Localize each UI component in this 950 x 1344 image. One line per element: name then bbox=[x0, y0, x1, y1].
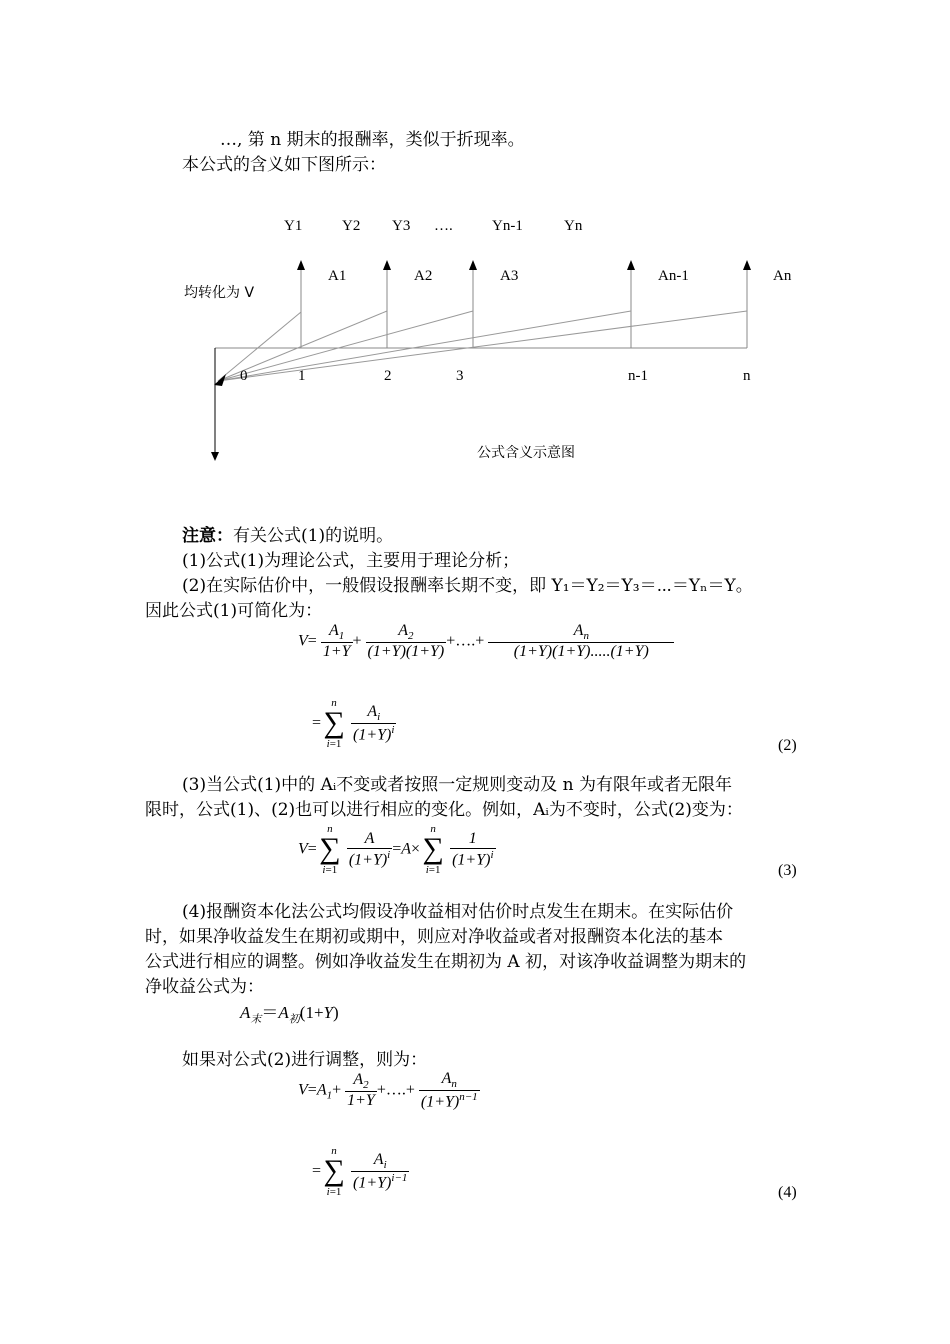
y-label-n: Yn bbox=[564, 218, 583, 234]
axis-label-n: n bbox=[743, 368, 751, 384]
y-label-n-1: Yn-1 bbox=[492, 218, 523, 234]
y-label-3: Y3 bbox=[392, 218, 411, 234]
item-4d: 净收益公式为： bbox=[145, 977, 264, 997]
axis-label-2: 2 bbox=[384, 368, 392, 384]
equation-a-end: $A_末=A_初(1+Y)$ bbox=[240, 1003, 339, 1026]
a-label-n-1: An-1 bbox=[658, 268, 689, 284]
y-label-1: Y1 bbox=[284, 218, 303, 234]
paragraph-2: 本公式的含义如下图所示： bbox=[182, 155, 386, 175]
paragraph-1: …, 第 n 期末的报酬率，类似于折现率。 bbox=[220, 130, 525, 150]
item-2a: (2)在实际估价中，一般假设报酬率长期不变，即 Y₁＝Y₂＝Y₃＝⋯＝Yₙ＝Y。 bbox=[182, 576, 753, 596]
a-label-2: A2 bbox=[414, 268, 433, 284]
y-label-2: Y2 bbox=[342, 218, 361, 234]
equation-2-line-2: = n ∑ i=1 $\frac{A_i}{(1+Y)^i}$ bbox=[312, 697, 395, 750]
a-label-3: A3 bbox=[500, 268, 519, 284]
equation-4-line-2: = n ∑ i=1 $\frac{A_i}{(1+Y)^{i-1}}$ bbox=[312, 1145, 408, 1198]
note-heading bbox=[182, 524, 393, 548]
item-2b: 因此公式(1)可简化为： bbox=[145, 601, 323, 621]
a-label-n: An bbox=[773, 268, 792, 284]
y-label-dots: …. bbox=[434, 218, 453, 234]
equation-2-line-1: V= $\frac{A_1}{1+Y}$ + $\frac{A_2}{(1+Y)(1+Y)}$ +….+ $\frac{A_n}{(1+Y)(1+Y).....(1+Y)}$ bbox=[298, 622, 674, 661]
note-bold: 注意： bbox=[182, 526, 233, 546]
item-4c: 公式进行相应的调整。例如净收益发生在期初为 A 初，对该净收益调整为期末的 bbox=[145, 952, 747, 972]
axis-label-n-1: n-1 bbox=[628, 368, 648, 384]
equation-number-4: (4) bbox=[778, 1184, 797, 1201]
equation-4-line-1: $V=A_1+$ $\frac{A_2}{1+Y}$ +….+ $\frac{A_n}{(1+Y)^{n-1}}$ bbox=[298, 1070, 478, 1111]
diagram-caption: 公式含义示意图 bbox=[477, 445, 575, 461]
item-5: 如果对公式(2)进行调整，则为： bbox=[182, 1050, 428, 1070]
item-3b: 限时，公式(1)、(2)也可以进行相应的变化。例如，Aᵢ为不变时，公式(2)变为： bbox=[145, 800, 743, 820]
diagram-lines bbox=[0, 0, 950, 480]
axis-label-0: 0 bbox=[240, 368, 248, 384]
equation-3: V= n ∑ i=1 $\frac{A}{(1+Y)^i}$ =A× n ∑ i=1 $\frac{1}{(1+Y)^i}$ bbox=[298, 823, 494, 876]
a-label-1: A1 bbox=[328, 268, 347, 284]
item-3a: (3)当公式(1)中的 Aᵢ不变或者按照一定规则变动及 n 为有限年或者无限年 bbox=[182, 775, 733, 795]
item-4a: (4)报酬资本化法公式均假设净收益相对估价时点发生在期末。在实际估价 bbox=[182, 902, 734, 922]
item-1: (1)公式(1)为理论公式，主要用于理论分析； bbox=[182, 551, 520, 571]
equation-number-3: (3) bbox=[778, 862, 797, 879]
note-text: 有关公式(1)的说明。 bbox=[233, 526, 394, 546]
equation-number-2: (2) bbox=[778, 737, 797, 754]
axis-label-3: 3 bbox=[456, 368, 464, 384]
convert-label: 均转化为 V bbox=[184, 285, 255, 301]
item-4b: 时，如果净收益发生在期初或期中，则应对净收益或者对报酬资本化法的基本 bbox=[145, 927, 723, 947]
axis-label-1: 1 bbox=[298, 368, 306, 384]
